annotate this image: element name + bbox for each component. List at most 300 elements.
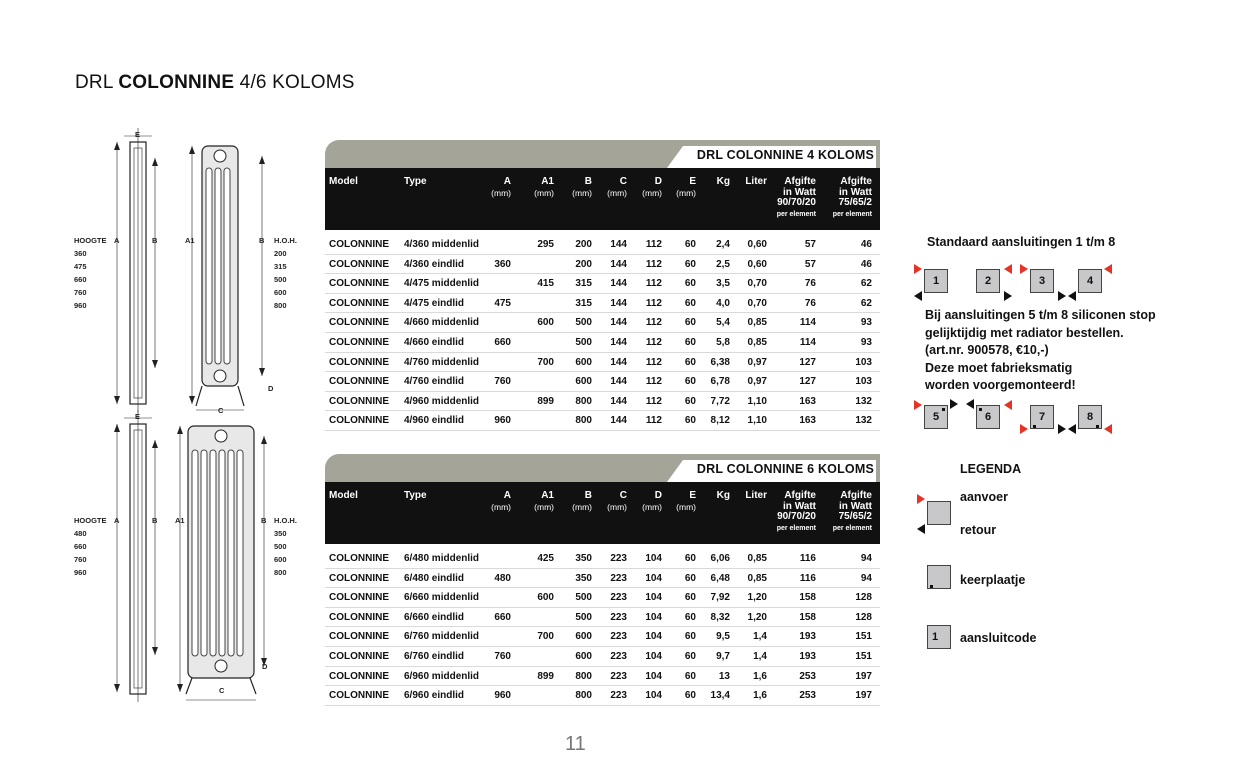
header-d: D (mm) (642, 490, 662, 512)
dim-e-label: E (135, 130, 141, 139)
cell-c: 144 (610, 278, 627, 290)
cell-c: 223 (610, 690, 627, 702)
hoogte-value: 960 (74, 301, 87, 310)
header-e: E (mm) (676, 490, 696, 512)
cell-w2: 103 (855, 356, 872, 368)
cell-e: 60 (684, 690, 696, 702)
connections-note (925, 307, 1156, 395)
header-a1: A1 (mm) (534, 490, 554, 512)
cell-liter: 1,10 (747, 395, 767, 407)
cell-d: 112 (645, 317, 662, 329)
cell-a: 360 (494, 258, 511, 270)
cell-w1: 253 (799, 670, 816, 682)
cell-type: 4/960 eindlid (404, 415, 465, 427)
dim-c-label: C (218, 406, 224, 415)
cell-c: 144 (610, 395, 627, 407)
cell-b: 200 (575, 258, 592, 270)
cell-type: 6/960 eindlid (404, 690, 465, 702)
cell-a1: 899 (537, 670, 554, 682)
cell-a: 475 (494, 297, 511, 309)
cell-model: COLONNINE (329, 592, 389, 604)
cell-d: 112 (645, 258, 662, 270)
cell-w2: 151 (855, 650, 872, 662)
dim-a-label: A (114, 516, 120, 525)
cell-b: 500 (575, 592, 592, 604)
hoogte-label: HOOGTE (74, 516, 107, 525)
cell-model: COLONNINE (329, 611, 389, 623)
table-row (325, 392, 880, 412)
cell-kg: 8,12 (710, 415, 730, 427)
cell-model: COLONNINE (329, 278, 389, 290)
cell-e: 60 (684, 670, 696, 682)
table-row (325, 353, 880, 373)
cell-liter: 1,4 (753, 631, 767, 643)
cell-liter: 0,97 (747, 356, 767, 368)
cell-e: 60 (684, 553, 696, 564)
connection-code-box: 7 (1030, 405, 1054, 429)
header-b: B (mm) (572, 176, 592, 198)
cell-w2: 93 (860, 317, 872, 329)
cell-b: 350 (575, 572, 592, 584)
cell-c: 144 (610, 258, 627, 270)
cell-w2: 151 (855, 631, 872, 643)
cell-a1: 899 (537, 395, 554, 407)
hoogte-value: 360 (74, 249, 87, 258)
cell-kg: 8,32 (710, 611, 730, 623)
supply-arrow-icon (1104, 264, 1112, 274)
cell-e: 60 (684, 376, 696, 388)
cell-c: 144 (610, 376, 627, 388)
table-header (325, 482, 880, 544)
cell-type: 6/480 middenlid (404, 553, 480, 564)
header-a: A (mm) (491, 176, 511, 198)
header-afgifte-75: Afgifte in Watt 75/65/2 per element (832, 176, 872, 218)
cell-type: 4/360 middenlid (404, 239, 480, 250)
table-row (325, 372, 880, 392)
cell-e: 60 (684, 572, 696, 584)
table-row (325, 411, 880, 431)
supply-arrow-icon (914, 400, 922, 410)
cell-c: 144 (610, 239, 627, 250)
cell-a1: 700 (537, 631, 554, 643)
cell-kg: 9,7 (716, 650, 730, 662)
cell-e: 60 (684, 415, 696, 427)
cell-e: 60 (684, 356, 696, 368)
hoh-value: 500 (274, 275, 287, 284)
cell-d: 104 (645, 611, 662, 623)
table-row (325, 313, 880, 333)
radiator-6-column-svg (72, 410, 302, 710)
cell-d: 112 (645, 297, 662, 309)
cell-a1: 415 (537, 278, 554, 290)
cell-w2: 62 (860, 278, 872, 290)
hoh-value: 600 (274, 288, 287, 297)
cell-e: 60 (684, 278, 696, 290)
cell-kg: 9,5 (716, 631, 730, 643)
cell-b: 500 (575, 336, 592, 348)
return-arrow-icon (1058, 291, 1066, 301)
cell-type: 4/360 eindlid (404, 258, 465, 270)
hoogte-value: 960 (74, 568, 87, 577)
cell-type: 6/660 middenlid (404, 592, 480, 604)
cell-b: 600 (575, 650, 592, 662)
cell-type: 4/760 eindlid (404, 376, 465, 388)
baffle-plate-icon (942, 408, 945, 411)
header-b: B (mm) (572, 490, 592, 512)
cell-w1: 193 (799, 631, 816, 643)
cell-a: 480 (494, 572, 511, 584)
cell-model: COLONNINE (329, 356, 389, 368)
dim-a1-label: A1 (185, 236, 195, 245)
page-title: DRL COLONNINE 4/6 KOLOMS (75, 72, 355, 93)
header-a1: A1 (mm) (534, 176, 554, 198)
cell-a: 960 (494, 415, 511, 427)
note-line: (art.nr. 900578, €10,-) (925, 343, 1049, 357)
connection-code-box: 4 (1078, 269, 1102, 293)
cell-model: COLONNINE (329, 670, 389, 682)
table-row (325, 608, 880, 628)
hoogte-value: 660 (74, 542, 87, 551)
cell-w2: 197 (855, 690, 872, 702)
table-4-koloms (325, 140, 880, 431)
table-title: DRL COLONNINE 6 KOLOMS (683, 460, 876, 482)
cell-w2: 94 (860, 572, 872, 584)
header-a: A (mm) (491, 490, 511, 512)
table-tab (325, 140, 880, 168)
cell-a1: 425 (537, 553, 554, 564)
baffle-plate-icon (1096, 425, 1099, 428)
table-tab (325, 454, 880, 482)
cell-d: 104 (645, 650, 662, 662)
cell-c: 144 (610, 415, 627, 427)
cell-w1: 76 (804, 278, 816, 290)
cell-model: COLONNINE (329, 631, 389, 643)
table-row (325, 647, 880, 667)
hoh-value: 800 (274, 301, 287, 310)
hoh-value: 350 (274, 529, 287, 538)
connection-code-box: 8 (1078, 405, 1102, 429)
legend-box (927, 501, 951, 525)
cell-a: 760 (494, 650, 511, 662)
header-type: Type (404, 176, 427, 187)
cell-model: COLONNINE (329, 572, 389, 584)
dim-b-label: B (152, 236, 158, 245)
cell-e: 60 (684, 317, 696, 329)
supply-arrow-icon (1104, 424, 1112, 434)
return-arrow-icon (950, 399, 958, 409)
cell-liter: 1,6 (753, 690, 767, 702)
cell-liter: 0,85 (747, 572, 767, 584)
cell-w1: 127 (799, 356, 816, 368)
cell-a1: 700 (537, 356, 554, 368)
cell-w2: 46 (860, 239, 872, 250)
hoogte-value: 480 (74, 529, 87, 538)
dim-a-label: A (114, 236, 120, 245)
table-row (325, 627, 880, 647)
cell-w1: 57 (804, 239, 816, 250)
cell-model: COLONNINE (329, 690, 389, 702)
cell-kg: 6,06 (710, 553, 730, 564)
cell-liter: 0,60 (747, 258, 767, 270)
cell-w1: 76 (804, 297, 816, 309)
cell-type: 4/760 middenlid (404, 356, 480, 368)
radiator-4-column-svg (72, 128, 302, 413)
cell-e: 60 (684, 239, 696, 250)
cell-b: 800 (575, 670, 592, 682)
connection-code-box: 1 (924, 269, 948, 293)
cell-kg: 7,72 (710, 395, 730, 407)
return-arrow-icon (1068, 291, 1076, 301)
cell-e: 60 (684, 631, 696, 643)
cell-a: 960 (494, 690, 511, 702)
cell-kg: 4,0 (716, 297, 730, 309)
cell-w1: 57 (804, 258, 816, 270)
cell-c: 223 (610, 611, 627, 623)
header-afgifte-75: Afgifte in Watt 75/65/2 per element (832, 490, 872, 532)
header-model: Model (329, 176, 358, 187)
legend-title: LEGENDA (960, 462, 1022, 476)
cell-w1: 158 (799, 592, 816, 604)
cell-w2: 103 (855, 376, 872, 388)
cell-w1: 114 (799, 317, 816, 329)
cell-a1: 600 (537, 592, 554, 604)
cell-w1: 163 (799, 395, 816, 407)
cell-b: 350 (575, 553, 592, 564)
cell-d: 112 (645, 336, 662, 348)
note-line: gelijktijdig met radiator bestellen. (925, 325, 1124, 340)
cell-liter: 0,60 (747, 239, 767, 250)
hoogte-value: 475 (74, 262, 87, 271)
cell-w2: 132 (855, 415, 872, 427)
note-line: Bij aansluitingen 5 t/m 8 siliconen stop (925, 308, 1156, 322)
cell-model: COLONNINE (329, 553, 389, 564)
cell-kg: 5,4 (716, 317, 730, 329)
connection-code-box: 5 (924, 405, 948, 429)
hoogte-value: 660 (74, 275, 87, 284)
cell-kg: 6,78 (710, 376, 730, 388)
cell-liter: 0,97 (747, 376, 767, 388)
cell-w2: 128 (855, 611, 872, 623)
cell-c: 223 (610, 572, 627, 584)
cell-liter: 0,85 (747, 317, 767, 329)
cell-b: 315 (575, 297, 592, 309)
cell-w1: 193 (799, 650, 816, 662)
legend-box-code: 1 (927, 625, 951, 649)
hoh-label: H.O.H. (274, 236, 297, 245)
cell-d: 112 (645, 278, 662, 290)
cell-a1: 295 (537, 239, 554, 250)
dim-d-label: D (262, 662, 268, 671)
cell-liter: 1,20 (747, 592, 767, 604)
cell-w1: 116 (799, 553, 816, 564)
legend-retour: retour (960, 523, 997, 537)
supply-arrow-icon (917, 494, 925, 504)
cell-w2: 197 (855, 670, 872, 682)
header-model: Model (329, 490, 358, 501)
cell-b: 500 (575, 317, 592, 329)
cell-e: 60 (684, 336, 696, 348)
cell-c: 144 (610, 297, 627, 309)
cell-w1: 116 (799, 572, 816, 584)
cell-c: 223 (610, 670, 627, 682)
dim-e-label: E (135, 412, 141, 421)
legend-keerplaatje: keerplaatje (960, 573, 1026, 587)
table-6-koloms (325, 454, 880, 706)
hoh-value: 800 (274, 568, 287, 577)
legend-aanvoer: aanvoer (960, 490, 1008, 504)
dim-c-label: C (219, 686, 225, 695)
connection-code-box: 3 (1030, 269, 1054, 293)
supply-arrow-icon (1004, 400, 1012, 410)
baffle-plate-icon (979, 408, 982, 411)
cell-d: 104 (645, 572, 662, 584)
cell-model: COLONNINE (329, 395, 389, 407)
hoh-value: 200 (274, 249, 287, 258)
cell-model: COLONNINE (329, 317, 389, 329)
cell-c: 223 (610, 631, 627, 643)
cell-e: 60 (684, 395, 696, 407)
hoogte-label: HOOGTE (74, 236, 107, 245)
table-row (325, 588, 880, 608)
cell-model: COLONNINE (329, 239, 389, 250)
cell-w2: 46 (860, 258, 872, 270)
baffle-plate-icon (930, 585, 933, 588)
cell-c: 223 (610, 592, 627, 604)
cell-c: 223 (610, 553, 627, 564)
dim-b2-label: B (261, 516, 267, 525)
cell-type: 6/660 eindlid (404, 611, 465, 623)
cell-type: 4/960 middenlid (404, 395, 480, 407)
cell-w2: 93 (860, 336, 872, 348)
cell-b: 600 (575, 376, 592, 388)
dim-a1-label: A1 (175, 516, 185, 525)
table-row (325, 333, 880, 353)
cell-kg: 13 (718, 670, 730, 682)
cell-c: 144 (610, 317, 627, 329)
hoh-label: H.O.H. (274, 516, 297, 525)
cell-d: 112 (645, 376, 662, 388)
cell-liter: 0,85 (747, 553, 767, 564)
table-title: DRL COLONNINE 4 KOLOMS (683, 146, 876, 168)
cell-e: 60 (684, 650, 696, 662)
cell-d: 112 (645, 415, 662, 427)
table-body (325, 235, 880, 431)
cell-liter: 1,6 (753, 670, 767, 682)
radiator-4-column-drawing (72, 128, 302, 413)
hoogte-value: 760 (74, 288, 87, 297)
table-row (325, 686, 880, 706)
cell-model: COLONNINE (329, 336, 389, 348)
cell-kg: 3,5 (716, 278, 730, 290)
connection-code-box: 6 (976, 405, 1000, 429)
cell-model: COLONNINE (329, 297, 389, 309)
cell-b: 800 (575, 395, 592, 407)
cell-c: 144 (610, 356, 627, 368)
cell-type: 6/760 middenlid (404, 631, 480, 643)
cell-b: 800 (575, 415, 592, 427)
cell-model: COLONNINE (329, 258, 389, 270)
table-row (325, 667, 880, 687)
return-arrow-icon (917, 524, 925, 534)
cell-b: 600 (575, 356, 592, 368)
header-c: C (mm) (607, 176, 627, 198)
cell-type: 4/475 eindlid (404, 297, 465, 309)
dim-b2-label: B (259, 236, 265, 245)
header-liter: Liter (745, 176, 767, 187)
note-line: worden voorgemonteerd! (925, 378, 1076, 392)
cell-b: 600 (575, 631, 592, 643)
cell-type: 4/660 middenlid (404, 317, 480, 329)
return-arrow-icon (1068, 424, 1076, 434)
cell-c: 223 (610, 650, 627, 662)
header-type: Type (404, 490, 427, 501)
cell-w2: 62 (860, 297, 872, 309)
cell-kg: 6,38 (710, 356, 730, 368)
dim-d-label: D (268, 384, 274, 393)
hoogte-value: 760 (74, 555, 87, 564)
table-row (325, 235, 880, 255)
cell-w1: 127 (799, 376, 816, 388)
radiator-6-column-drawing (72, 410, 302, 710)
table-body (325, 549, 880, 706)
cell-liter: 1,4 (753, 650, 767, 662)
supply-arrow-icon (1004, 264, 1012, 274)
supply-arrow-icon (1020, 264, 1028, 274)
cell-d: 104 (645, 690, 662, 702)
cell-c: 144 (610, 336, 627, 348)
cell-w1: 163 (799, 415, 816, 427)
cell-type: 4/475 middenlid (404, 278, 480, 290)
cell-w1: 114 (799, 336, 816, 348)
cell-w2: 132 (855, 395, 872, 407)
header-kg: Kg (716, 490, 730, 501)
cell-d: 104 (645, 631, 662, 643)
hoh-value: 500 (274, 542, 287, 551)
table-row (325, 274, 880, 294)
dim-b-label: B (152, 516, 158, 525)
supply-arrow-icon (914, 264, 922, 274)
hoh-value: 315 (274, 262, 287, 271)
table-row (325, 569, 880, 589)
header-c: C (mm) (607, 490, 627, 512)
return-arrow-icon (966, 399, 974, 409)
header-kg: Kg (716, 176, 730, 187)
cell-type: 6/480 eindlid (404, 572, 465, 584)
cell-liter: 0,70 (747, 297, 767, 309)
cell-e: 60 (684, 258, 696, 270)
cell-type: 6/960 middenlid (404, 670, 480, 682)
cell-a: 660 (494, 611, 511, 623)
return-arrow-icon (1058, 424, 1066, 434)
cell-b: 500 (575, 611, 592, 623)
table-row (325, 294, 880, 314)
cell-a: 760 (494, 376, 511, 388)
cell-model: COLONNINE (329, 376, 389, 388)
cell-model: COLONNINE (329, 650, 389, 662)
cell-e: 60 (684, 592, 696, 604)
cell-kg: 6,48 (710, 572, 730, 584)
cell-b: 200 (575, 239, 592, 250)
cell-d: 104 (645, 553, 662, 564)
cell-w1: 253 (799, 690, 816, 702)
cell-b: 800 (575, 690, 592, 702)
return-arrow-icon (1004, 291, 1012, 301)
cell-a: 660 (494, 336, 511, 348)
table-header (325, 168, 880, 230)
header-afgifte-90: Afgifte in Watt 90/70/20 per element (776, 176, 816, 218)
cell-e: 60 (684, 611, 696, 623)
header-e: E (mm) (676, 176, 696, 198)
